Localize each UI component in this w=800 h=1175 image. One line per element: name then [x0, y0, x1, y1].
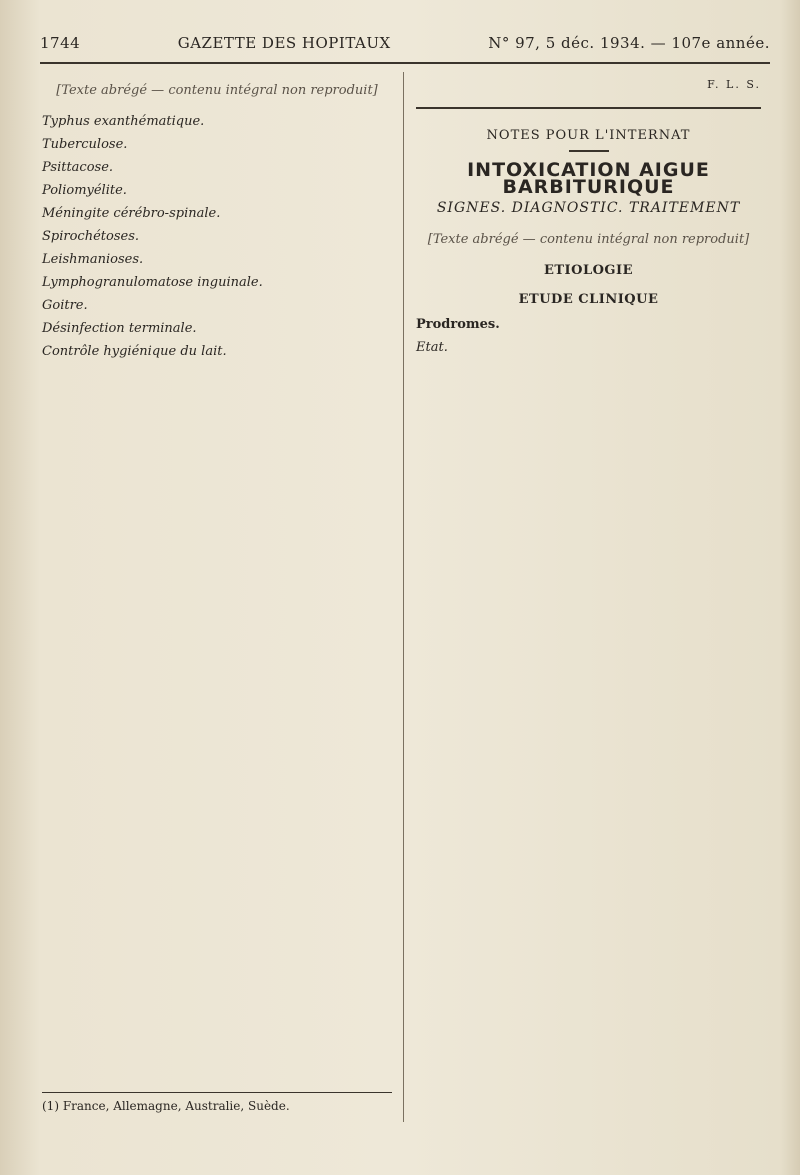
label-prodromes: Prodromes. — [416, 317, 500, 332]
para-spirochetoses: Spirochétoses. — [42, 229, 139, 244]
header-rule — [40, 62, 770, 64]
para-psittacose: Psittacose. — [42, 160, 114, 175]
page-header — [40, 34, 770, 58]
column-separator — [403, 72, 404, 1122]
para-lympho: Lymphogranulomatose inguinale. — [42, 275, 263, 290]
heading-etude-clinique: ETUDE CLINIQUE — [518, 292, 659, 307]
journal-title: GAZETTE DES HOPITAUX — [177, 34, 391, 52]
abridged-note-right: [Texte abrégé — contenu intégral non reproduit] — [427, 232, 750, 247]
para-tuberculose: Tuberculose. — [42, 137, 128, 152]
para-meningite: Méningite cérébro-spinale. — [42, 206, 221, 221]
section-rule — [416, 107, 761, 109]
para-goitre: Goitre. — [42, 298, 88, 313]
issue-info: N° 97, 5 déc. 1934. — 107e année. — [488, 34, 770, 52]
page-number: 1744 — [40, 34, 81, 52]
para-controle: Contrôle hygiénique du lait. — [42, 344, 227, 359]
right-column — [416, 72, 761, 362]
heading-etiologie: ETIOLOGIE — [543, 263, 634, 278]
para-typhus: Typhus exanthématique. — [42, 114, 205, 129]
left-column — [42, 72, 392, 366]
para-poliomyelite: Poliomyélite. — [42, 183, 127, 198]
abridged-note-left: [Texte abrégé — contenu intégral non reproduit] — [56, 83, 378, 98]
article-subtitle: SIGNES. DIAGNOSTIC. TRAITEMENT — [436, 200, 741, 216]
rubric: NOTES POUR L'INTERNAT — [486, 128, 691, 143]
label-etat: Etat. — [416, 340, 448, 355]
footnote: (1) France, Allemagne, Australie, Suède. — [42, 1092, 392, 1113]
signature: F. L. S. — [707, 78, 761, 91]
rubric-rule — [569, 150, 609, 152]
para-desinfection: Désinfection terminale. — [42, 321, 197, 336]
para-leishmanioses: Leishmanioses. — [42, 252, 144, 267]
article-title: INTOXICATION AIGUE BARBITURIQUE — [467, 159, 710, 198]
